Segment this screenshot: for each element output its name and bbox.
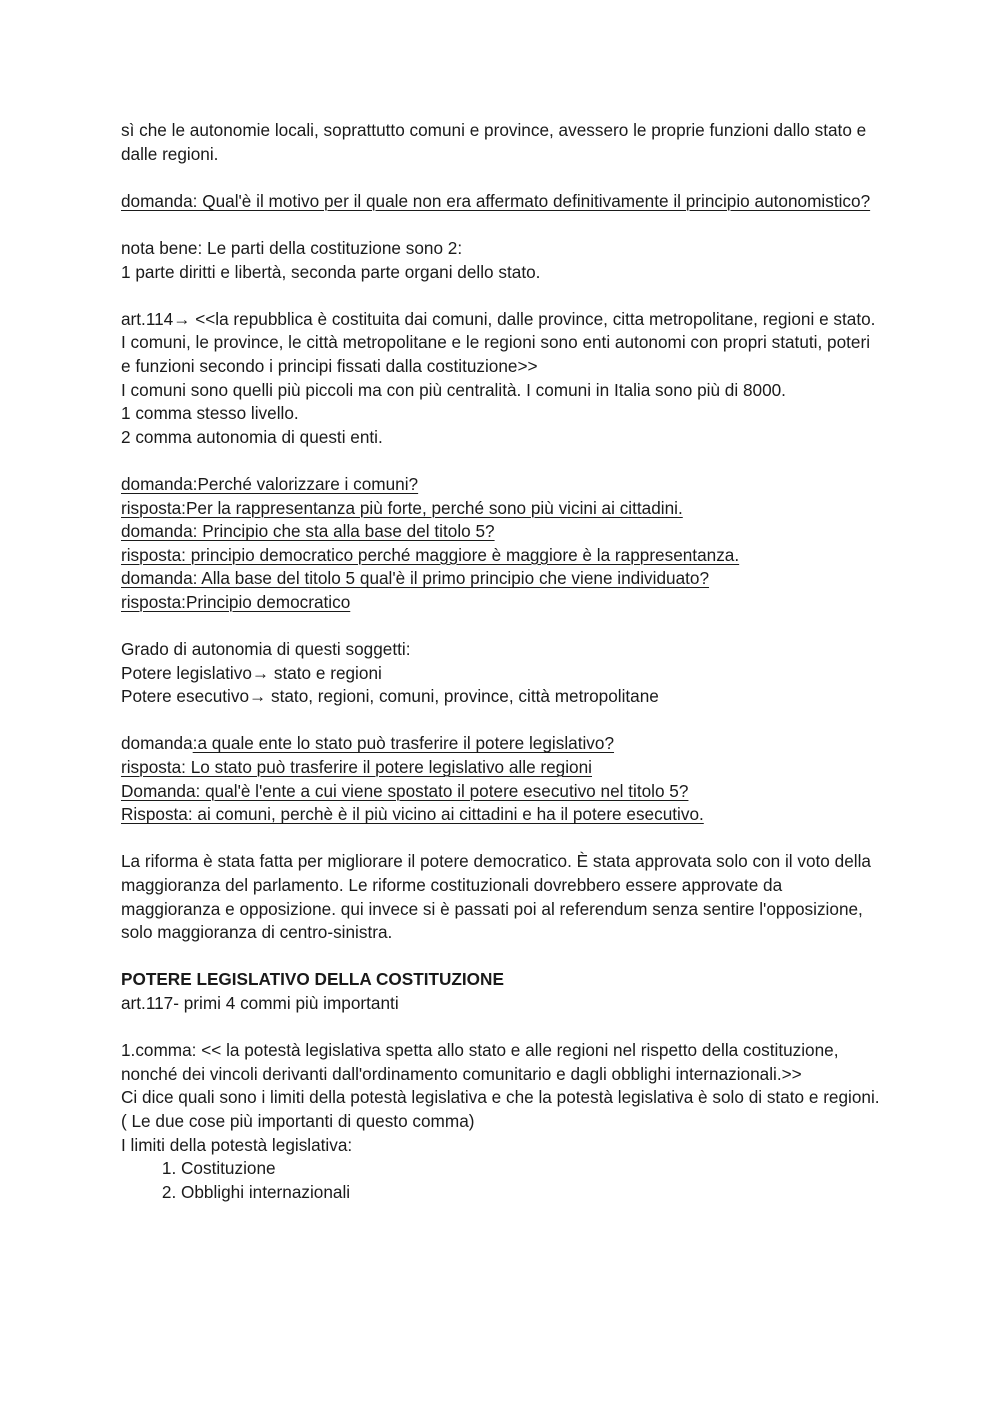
qa-prefix: domanda	[121, 733, 193, 754]
qa-line: risposta:Principio democratico	[121, 591, 351, 612]
qa-line	[121, 732, 881, 756]
comma-quote: 1.comma: << la potestà legislativa spetta allo stato e alle regioni nel rispetto della costituzione, nonché dei vincoli derivanti dall'ordinamento comunitario e dagli obblighi internazionali.>>	[121, 1040, 839, 1084]
qa-line: Domanda: qual'è l'ente a cui viene spostato il potere esecutivo nel titolo 5?	[121, 780, 689, 801]
art-114-quote: art.114→ <<la repubblica è costituita dai comuni, dalle province, citta metropolitane, regioni e stato. I comuni, le province, le città metropolitane e le regioni sono enti autonomi con propri statuti, poteri e funzioni secondo i principi fissati dalla costituzione>>	[121, 308, 876, 376]
limits-description: Ci dice quali sono i limiti della potestà legislativa e che la potestà legislativa è solo di stato e regioni. ( Le due cose più importanti di questo comma)	[121, 1087, 880, 1131]
legislative-power-line: Potere legislativo→ stato e regioni	[121, 662, 382, 683]
list-item: 1. Costituzione	[181, 1157, 881, 1181]
qa-line: risposta:Per la rappresentanza più forte, perché sono più vicini ai cittadini.	[121, 497, 683, 518]
qa-line: Risposta: ai comuni, perchè è il più vicino ai cittadini e ha il potere esecutivo.	[121, 804, 704, 825]
qa-underlined: :a quale ente lo stato può trasferire il potere legislativo?	[192, 733, 615, 754]
qa-line: domanda: Alla base del titolo 5 qual'è il primo principio che viene individuato?	[121, 568, 710, 589]
limits-title: I limiti della potestà legislativa:	[121, 1134, 353, 1155]
intro-paragraph: sì che le autonomie locali, soprattutto comuni e province, avessero le proprie funzioni dallo stato e dalle regioni.	[121, 120, 867, 164]
question-autonomy: domanda: Qual'è il motivo per il quale non era affermato definitivamente il principio autonomistico?	[121, 190, 871, 211]
qa-line: domanda:Perché valorizzare i comuni?	[121, 473, 419, 494]
reform-paragraph: La riforma è stata fatta per migliorare il potere democratico. È stata approvata solo con il voto della maggioranza del parlamento. Le riforme costituzionali dovrebbero essere approvate da maggioranza e opposizione. qui invece si è passati poi al referendum senza sentire l'opposizione, solo maggioranza di centro-sinistra.	[121, 851, 871, 943]
comma-1-text: 1 comma stesso livello.	[121, 403, 299, 424]
comuni-text: I comuni sono quelli più piccoli ma con più centralità. I comuni in Italia sono più di 8000.	[121, 379, 786, 400]
qa-line: risposta: principio democratico perché maggiore è maggiore è la rappresentanza.	[121, 544, 740, 565]
qa-line: domanda: Principio che sta alla base del titolo 5?	[121, 521, 495, 542]
autonomy-degree-title: Grado di autonomia di questi soggetti:	[121, 639, 411, 660]
art-117-line: art.117- primi 4 commi più importanti	[121, 992, 399, 1013]
section-heading: POTERE LEGISLATIVO DELLA COSTITUZIONE	[121, 969, 504, 990]
note-line-2: 1 parte diritti e libertà, seconda parte organi dello stato.	[121, 261, 541, 282]
note-line-1: nota bene: Le parti della costituzione sono 2:	[121, 237, 463, 258]
list-item: 2. Obblighi internazionali	[181, 1181, 881, 1205]
limits-list	[121, 1157, 881, 1204]
comma-2-text: 2 comma autonomia di questi enti.	[121, 426, 383, 447]
document-page	[121, 119, 881, 1204]
qa-line: risposta: Lo stato può trasferire il potere legislativo alle regioni	[121, 757, 592, 778]
executive-power-line: Potere esecutivo→ stato, regioni, comuni, province, città metropolitane	[121, 686, 659, 707]
